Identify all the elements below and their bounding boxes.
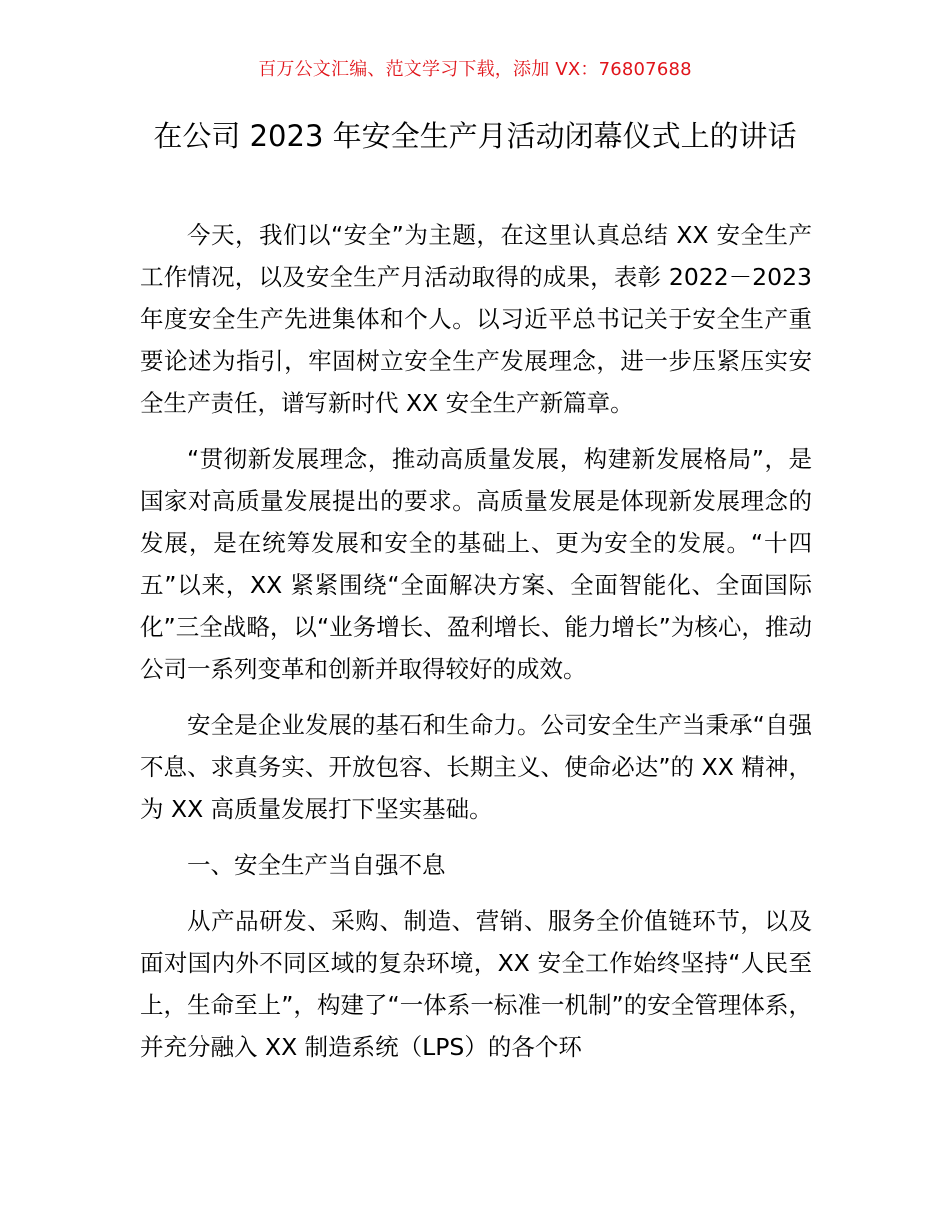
document-title: 在公司 2023 年安全生产月活动闭幕仪式上的讲话 xyxy=(153,119,797,153)
watermark-header: 百万公文汇编、范文学习下载，添加 VX：76807688 xyxy=(258,59,692,80)
document-body xyxy=(140,214,812,1082)
section-heading: 一、安全生产当自强不息 xyxy=(187,851,446,879)
paragraph-safety-foundation: 安全是企业发展的基石和生命力。公司安全生产当秉承“自强不息、求真务实、开放包容、长期主义、使命必达”的 XX 精神，为 XX 高质量发展打下坚实基础。 xyxy=(140,711,812,823)
paragraph-intro: 今天，我们以“安全”为主题，在这里认真总结 XX 安全生产工作情况，以及安全生产月活动取得的成果，表彰 2022－2023 年度安全生产先进集体和个人。以习近平总书记关于安全生产重要论述为指引，牢固树立安全生产发展理念，进一步压紧压实安全生产责任，谱写新时代 XX 安全生产新篇章。 xyxy=(140,221,812,417)
paragraph-section-one: 从产品研发、采购、制造、营销、服务全价值链环节，以及面对国内外不同区域的复杂环境，XX 安全工作始终坚持“人民至上，生命至上”，构建了“一体系一标准一机制”的安全管理体系，并充分融入 XX 制造系统（LPS）的各个环 xyxy=(140,907,812,1061)
paragraph-development: “贯彻新发展理念，推动高质量发展，构建新发展格局”，是国家对高质量发展提出的要求。高质量发展是体现新发展理念的发展，是在统筹发展和安全的基础上、更为安全的发展。“十四五”以来，XX 紧紧围绕“全面解决方案、全面智能化、全面国际化”三全战略，以“业务增长、盈利增长、能力增长”为核心，推动公司一系列变革和创新并取得较好的成效。 xyxy=(140,445,812,683)
